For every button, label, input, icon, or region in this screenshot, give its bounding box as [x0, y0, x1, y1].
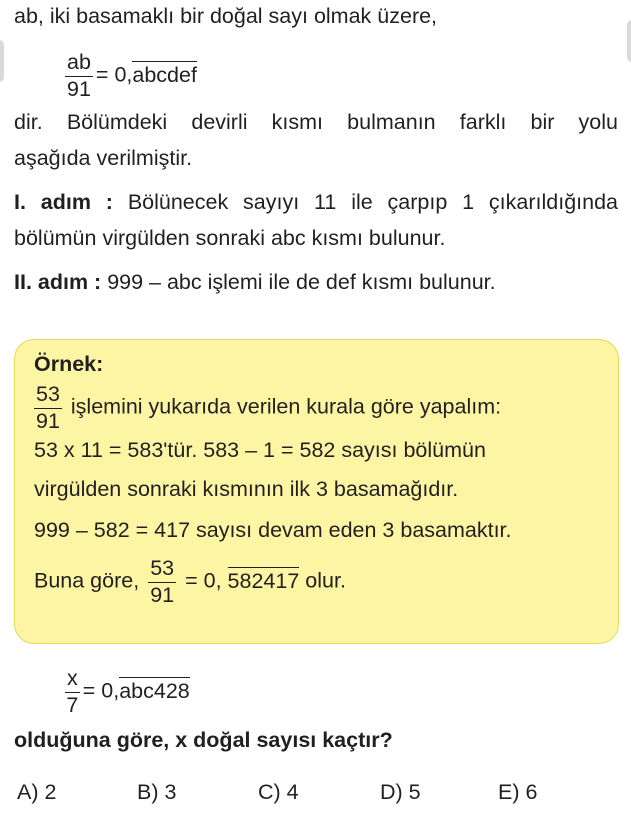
step-1-line-2: bölümün virgülden sonraki abc kısmı bulunur.: [14, 226, 446, 250]
option-b-letter: B): [137, 780, 159, 804]
option-d-value: 5: [408, 780, 421, 804]
step-2-text: 999 – abc işlemi ile de def kısmı bulunur.: [107, 270, 496, 294]
intro-fraction-denominator: 91: [67, 76, 91, 101]
question-formula-repeating: abc428: [119, 678, 190, 703]
option-e[interactable]: [498, 780, 537, 805]
intro-line-1: [14, 4, 437, 29]
question-fraction: [65, 668, 80, 716]
intro-line-2: dir. Bölümdeki devirli kısmı bulmanın farklı bir yolu: [14, 110, 618, 134]
step-1-line-1: [14, 190, 618, 215]
option-e-letter: E): [498, 780, 520, 804]
option-c-value: 4: [286, 780, 299, 804]
step-2-label: II. adım :: [14, 270, 102, 294]
example-fraction-1-denominator: 91: [36, 408, 60, 433]
step-1-label: I. adım :: [14, 190, 113, 214]
example-line-5-equals: = 0,: [185, 568, 222, 593]
page-edge-mark-left: [0, 40, 4, 82]
example-line-5-prefix: Buna göre,: [34, 568, 140, 593]
intro-fraction: [65, 52, 93, 100]
example-box: [14, 339, 619, 644]
option-c[interactable]: [258, 780, 299, 805]
step-2-line: [14, 270, 496, 295]
option-c-letter: C): [258, 780, 281, 804]
example-fraction-2-denominator: 91: [150, 582, 175, 607]
option-a[interactable]: [17, 780, 56, 805]
example-fraction-2: [148, 558, 176, 606]
option-d-letter: D): [380, 780, 403, 804]
question-text: olduğuna göre, x doğal sayısı kaçtır?: [14, 728, 393, 752]
option-b-value: 3: [164, 780, 177, 804]
intro-text-1: ab, iki basamaklı bir doğal sayı olmak üzere,: [14, 4, 438, 28]
option-a-letter: A): [17, 780, 39, 804]
question-fraction-numerator: x: [65, 668, 80, 693]
option-e-value: 6: [525, 780, 538, 804]
example-line-1: [34, 384, 501, 432]
intro-formula-repeating: abcdef: [132, 62, 197, 87]
intro-line-3: aşağıda verilmiştir.: [14, 146, 193, 170]
question-formula-equals: = 0,: [82, 678, 120, 703]
example-line-4: 999 – 582 = 417 sayısı devam eden 3 basamaktır.: [34, 518, 512, 542]
example-line-5: [34, 558, 346, 606]
example-fraction-1: [34, 384, 62, 432]
example-fraction-1-numerator: 53: [34, 384, 62, 409]
intro-fraction-numerator: ab: [65, 52, 93, 77]
option-a-value: 2: [44, 780, 57, 804]
example-title: [34, 352, 103, 377]
example-line-5-repeating: 582417: [227, 568, 300, 593]
example-line-1-text: işlemini yukarıda verilen kurala göre yapalım:: [70, 394, 502, 419]
intro-formula-equals: = 0,: [95, 62, 133, 87]
intro-formula: [62, 52, 197, 100]
example-fraction-2-numerator: 53: [148, 558, 176, 583]
example-line-2: 53 x 11 = 583'tür. 583 – 1 = 582 sayısı bölümün: [34, 438, 486, 462]
step-1-text-1: Bölünecek sayıyı 11 ile çarpıp 1 çıkarıldığında: [127, 190, 619, 214]
example-line-3: virgülden sonraki kısmının ilk 3 basamağıdır.: [34, 477, 459, 501]
option-b[interactable]: [137, 780, 176, 805]
example-line-5-suffix: olur.: [305, 568, 346, 593]
option-d[interactable]: [380, 780, 421, 805]
example-title-text: Örnek:: [34, 352, 104, 376]
question-fraction-denominator: 7: [66, 692, 79, 717]
question-formula: [62, 668, 190, 716]
page-edge-mark-right: [627, 20, 631, 62]
